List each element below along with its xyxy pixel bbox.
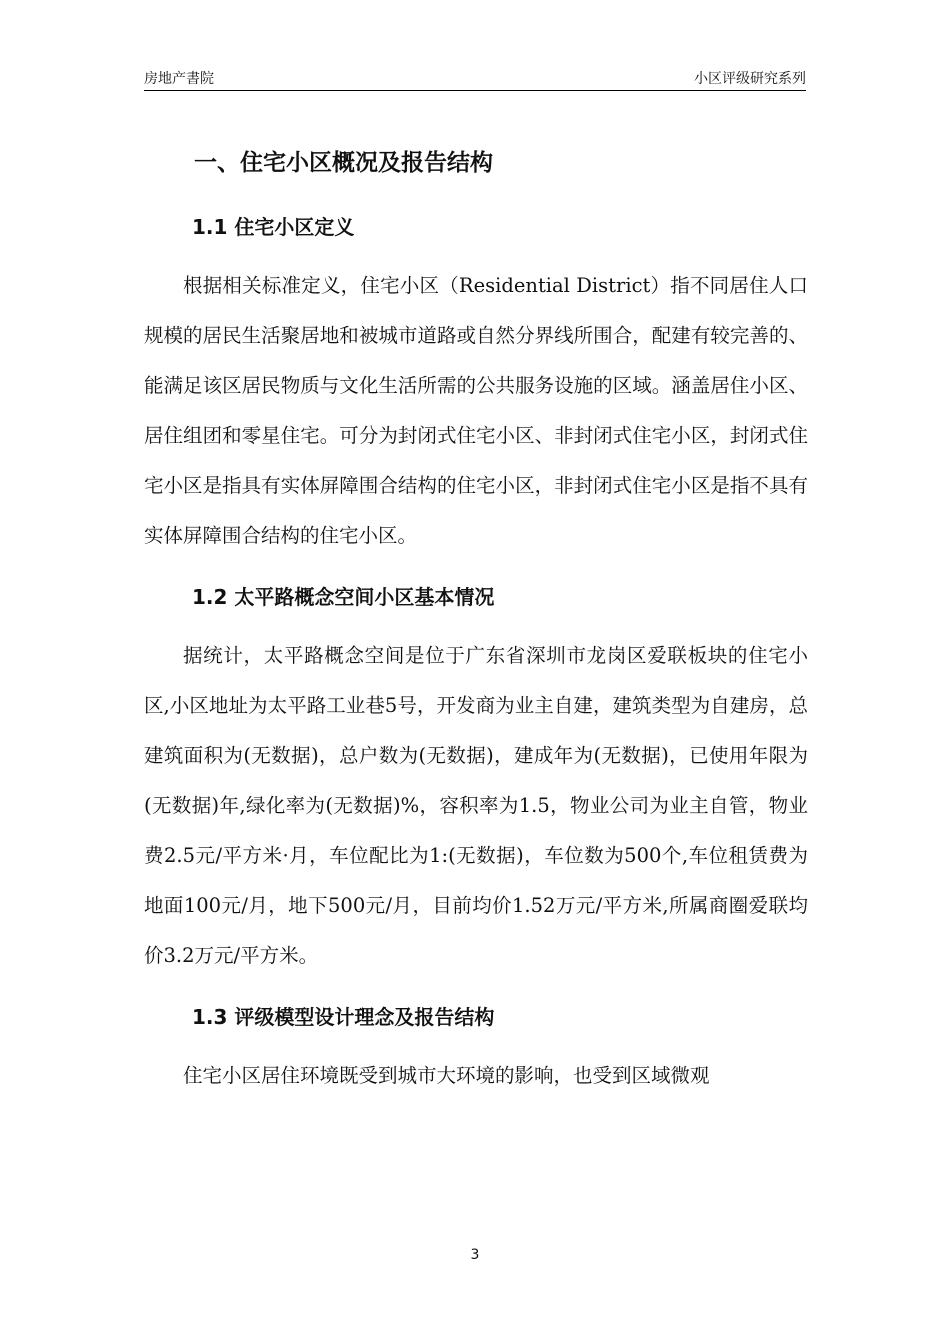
header-right-text: 小区评级研究系列 bbox=[694, 71, 806, 87]
section-paragraph-1-3: 住宅小区居住环境既受到城市大环境的影响，也受到区域微观 bbox=[183, 1064, 710, 1087]
section-paragraph-1-2: 据统计，太平路概念空间是位于广东省深圳市龙岗区爱联板块的住宅小区,小区地址为太平路工业巷5号，开发商为业主自建，建筑类型为自建房，总建筑面积为(无数据)，总户数为(无数据)，建成年为(无数据)，已使用年限为(无数据)年,绿化率为(无数据)%，容积率为1.5，物业公司为业主自管，物业费2.5元/平方米·月，车位配比为1:(无数据)，车位数为500个,车位租赁费为地面100元/月，地下500元/月，目前均价1.52万元/平方米,所属商圈爱联均价3.2万元/平方米。 bbox=[144, 644, 808, 967]
header-left-text: 房地产書院 bbox=[144, 71, 214, 87]
page-number: 3 bbox=[470, 1247, 480, 1263]
section-paragraph-1-1: 根据相关标准定义，住宅小区（Residential District）指不同居住人口规模的居民生活聚居地和被城市道路或自然分界线所围合，配建有较完善的、能满足该区居民物质与文化生活所需的公共服务设施的区域。涵盖居住小区、居住组团和零星住宅。可分为封闭式住宅小区、非封闭式住宅小区，封闭式住宅小区是指具有实体屏障围合结构的住宅小区，非封闭式住宅小区是指不具有实体屏障围合结构的住宅小区。 bbox=[144, 274, 808, 547]
section-heading-1-1: 1.1 住宅小区定义 bbox=[192, 215, 355, 239]
document-body bbox=[144, 145, 808, 1101]
chapter-title: 一、住宅小区概况及报告结构 bbox=[194, 150, 493, 176]
section-heading-1-2: 1.2 太平路概念空间小区基本情况 bbox=[192, 585, 495, 609]
section-heading-1-3: 1.3 评级模型设计理念及报告结构 bbox=[192, 1005, 495, 1029]
page-header bbox=[144, 60, 806, 91]
